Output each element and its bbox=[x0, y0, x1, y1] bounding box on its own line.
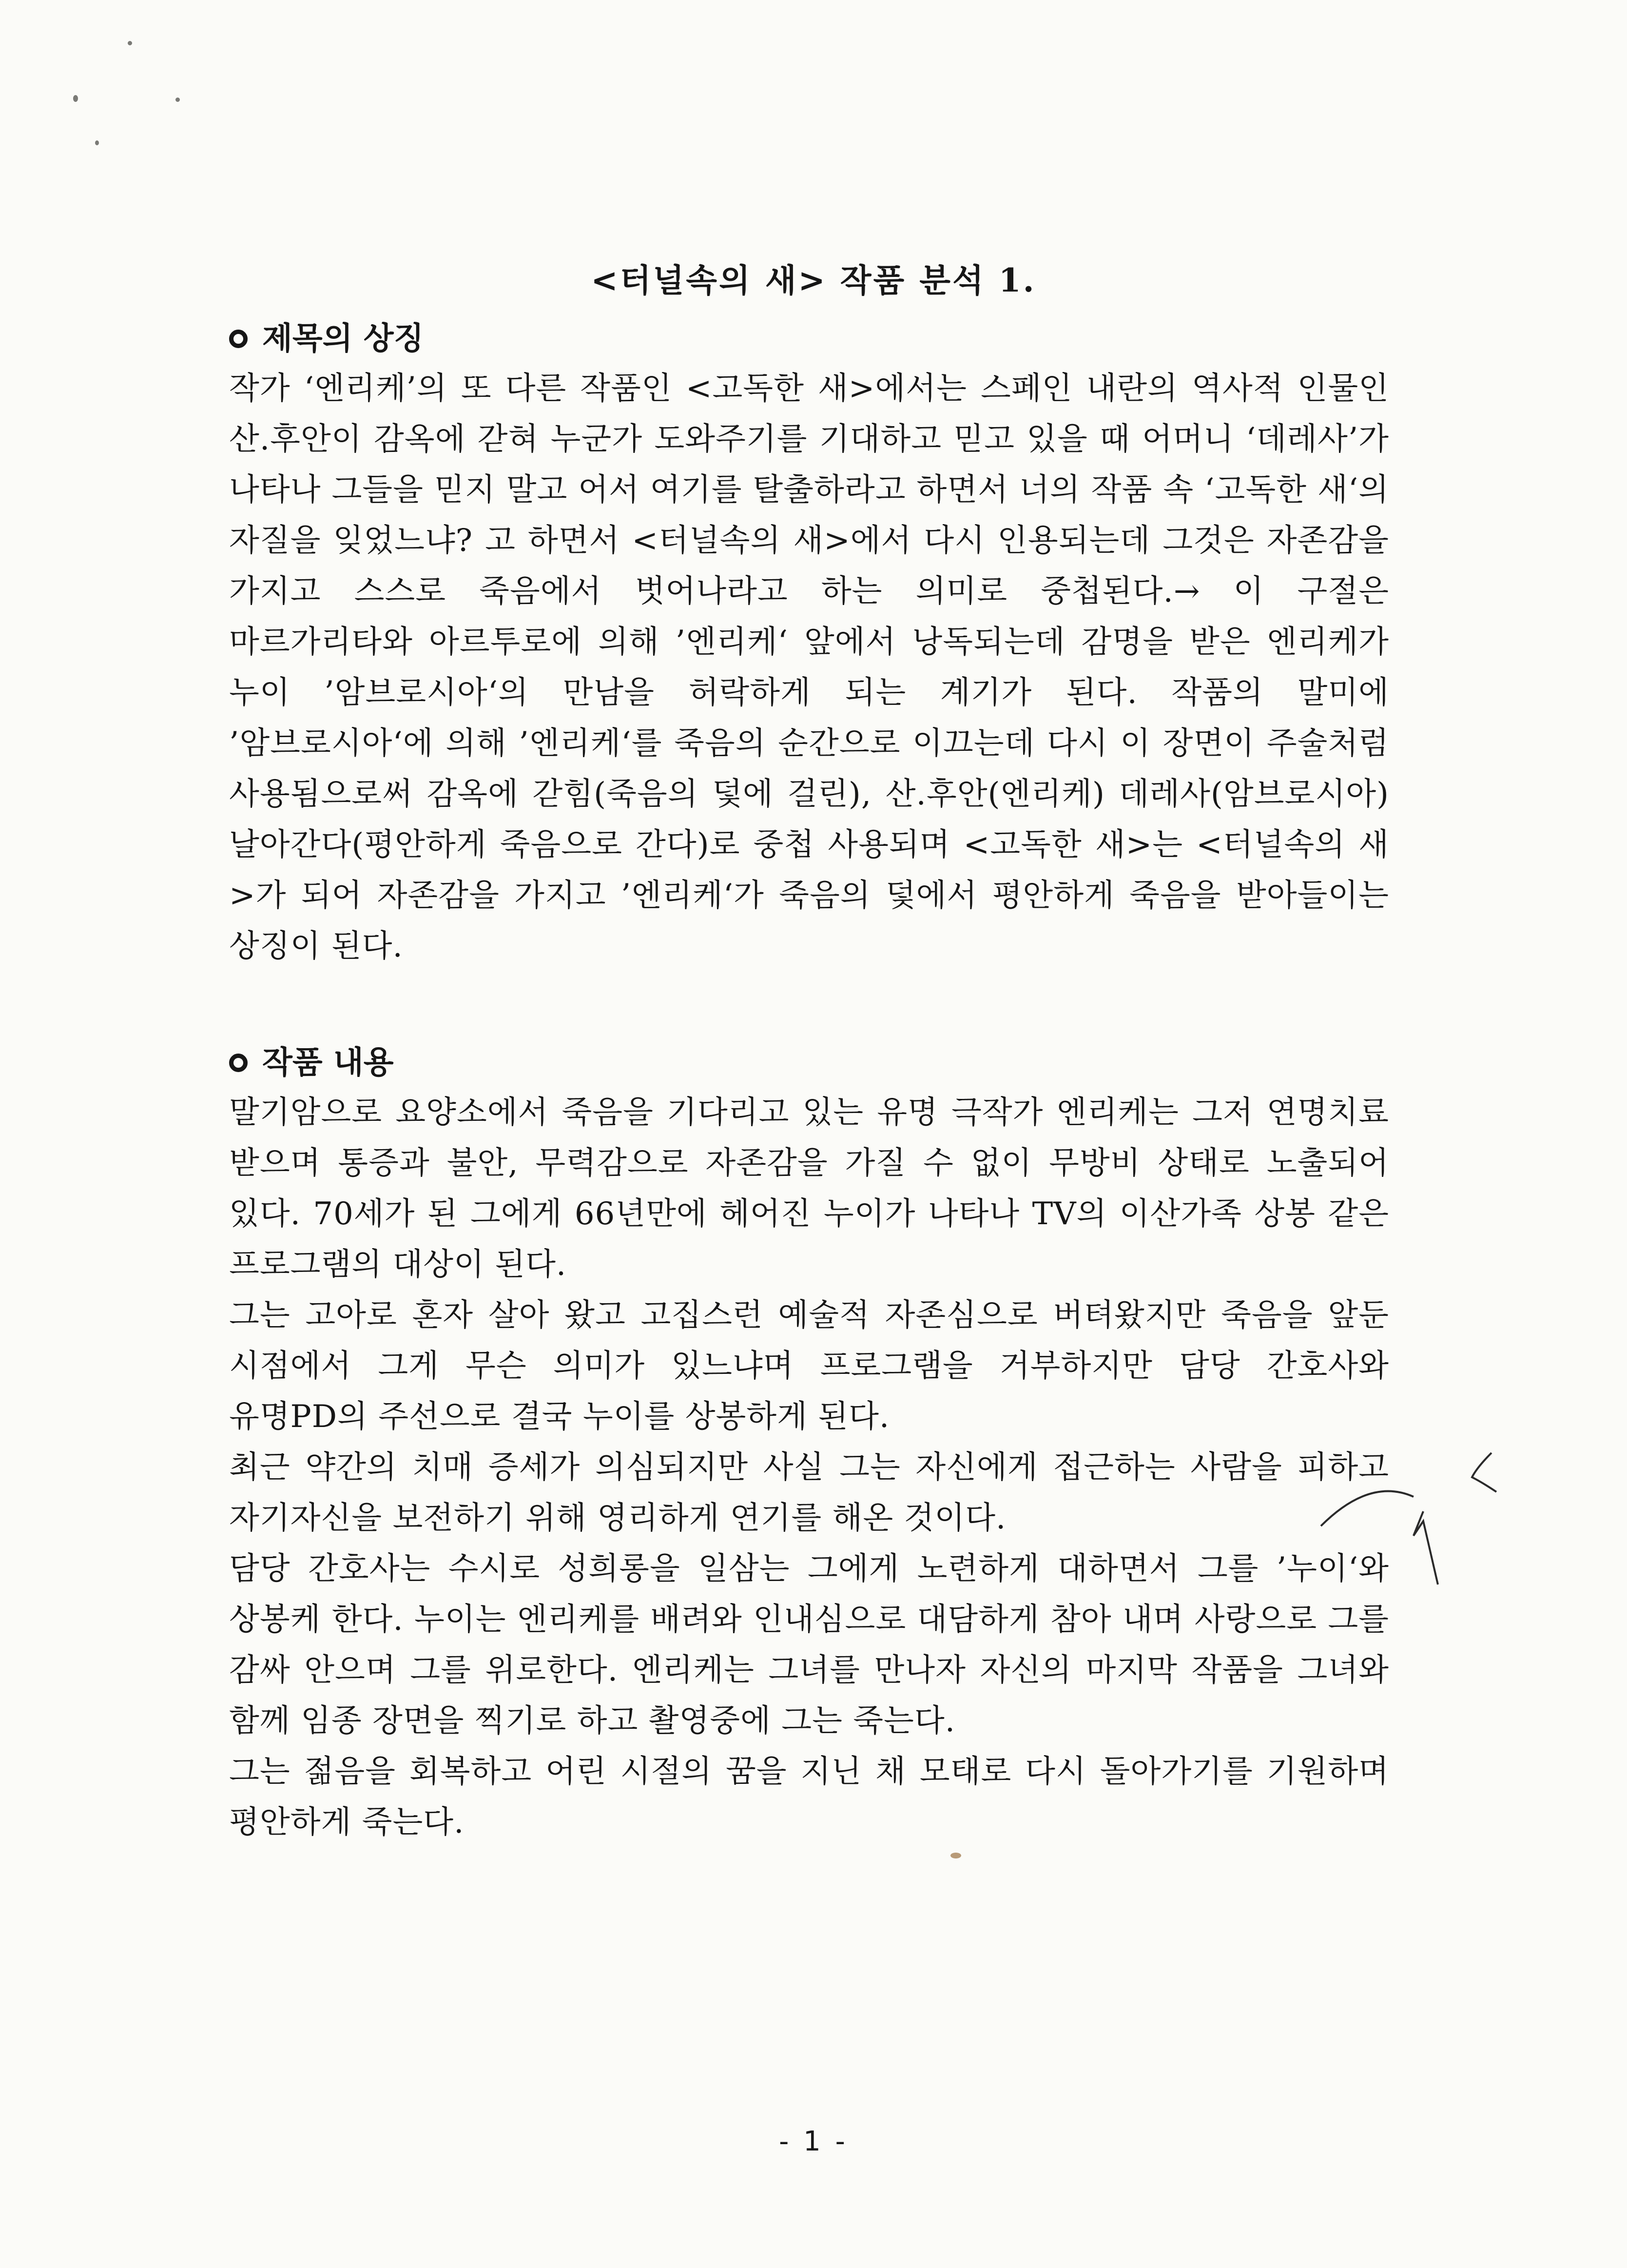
section-heading-text: 작품 내용 bbox=[262, 1044, 394, 1081]
paragraph: 말기암으로 요양소에서 죽음을 기다리고 있는 유명 극작가 엔리케는 그저 연명치료 받으며 통증과 불안, 무력감으로 자존감을 가질 수 없이 무방비 상태로 노출되어 있다. 70세가 된 그에게 66년만에 헤어진 누이가 나타나 TV의 이산가족 상봉 같은 프로그램의 대상이 된다. bbox=[229, 1095, 1389, 1283]
scan-speck bbox=[175, 98, 180, 102]
paragraph: 그는 고아로 혼자 살아 왔고 고집스런 예술적 자존심으로 버텨왔지만 죽음을 앞둔 시점에서 그게 무슨 의미가 있느냐며 프로그램을 거부하지만 담당 간호사와 유명PD의 주선으로 결국 누이를 상봉하게 된다. bbox=[229, 1297, 1389, 1435]
document-title: <터널속의 새> 작품 분석 1. bbox=[591, 261, 1036, 299]
paragraph: 작가 ‘엔리케’의 또 다른 작품인 <고독한 새>에서는 스페인 내란의 역사적 인물인 산.후안이 감옥에 갇혀 누군가 도와주기를 기대하고 믿고 있을 때 어머니 ‘데레사’가 나타나 그들을 믿지 말고 어서 여기를 탈출하라고 하면서 너의 작품 속 ‘고독한 새‘의 자질을 잊었느냐? 고 하면서 <터널속의 새>에서 다시 인용되는데 그것은 자존감을 가지고 스스로 죽음에서 벗어나라고 하는 의미로 중첩된다.→ 이 구절은 마르가리타와 아르투로에 의해 ’엔리케‘ 앞에서 낭독되는데 감명을 받은 엔리케가 누이 ’암브로시아‘의 만남을 허락하게 되는 계기가 된다. 작품의 말미에 ’암브로시아‘에 의해 ’엔리케‘를 죽음의 순간으로 이끄는데 다시 이 장면이 주술처럼 사용됨으로써 감옥에 갇힘(죽음의 덫에 걸린), 산.후안(엔리케) 데레사(암브로시아) 날아간다(평안하게 죽음으로 간다)로 중첩 사용되며 <고독한 새>는 <터널속의 새>가 되어 자존감을 가지고 ’엔리케‘가 죽음의 덫에서 평안하게 죽음을 받아들이는 상징이 된다. bbox=[229, 371, 1389, 964]
scan-speck bbox=[950, 1853, 961, 1858]
section-heading bbox=[229, 1038, 1389, 1087]
scan-speck bbox=[95, 140, 99, 145]
section-heading-text: 제목의 상징 bbox=[262, 320, 424, 357]
scan-speck bbox=[73, 95, 78, 102]
page-number: - 1 - bbox=[779, 2126, 848, 2157]
section-heading bbox=[229, 314, 1389, 363]
section-work-content bbox=[229, 1038, 1389, 1848]
paragraph: 최근 약간의 치매 증세가 의심되지만 사실 그는 자신에게 접근하는 사람을 피하고 자기자신을 보전하기 위해 영리하게 연기를 해온 것이다. bbox=[229, 1449, 1389, 1536]
scan-speck bbox=[128, 41, 132, 45]
circle-bullet-icon bbox=[229, 1054, 248, 1072]
paragraph: 담당 간호사는 수시로 성희롱을 일삼는 그에게 노련하게 대하면서 그를 ’누이‘와 상봉케 한다. 누이는 엔리케를 배려와 인내심으로 대담하게 참아 내며 사랑으로 그를 감싸 안으며 그를 위로한다. 엔리케는 그녀를 만나자 자신의 마지막 작품을 그녀와 함께 임종 장면을 찍기로 하고 촬영중에 그는 죽는다. bbox=[229, 1551, 1389, 1739]
paragraph: 그는 젊음을 회복하고 어린 시절의 꿈을 지닌 채 모태로 다시 돌아가기를 기원하며 평안하게 죽는다. bbox=[229, 1754, 1389, 1840]
circle-bullet-icon bbox=[229, 330, 248, 348]
section-title-symbolism bbox=[229, 314, 1389, 972]
